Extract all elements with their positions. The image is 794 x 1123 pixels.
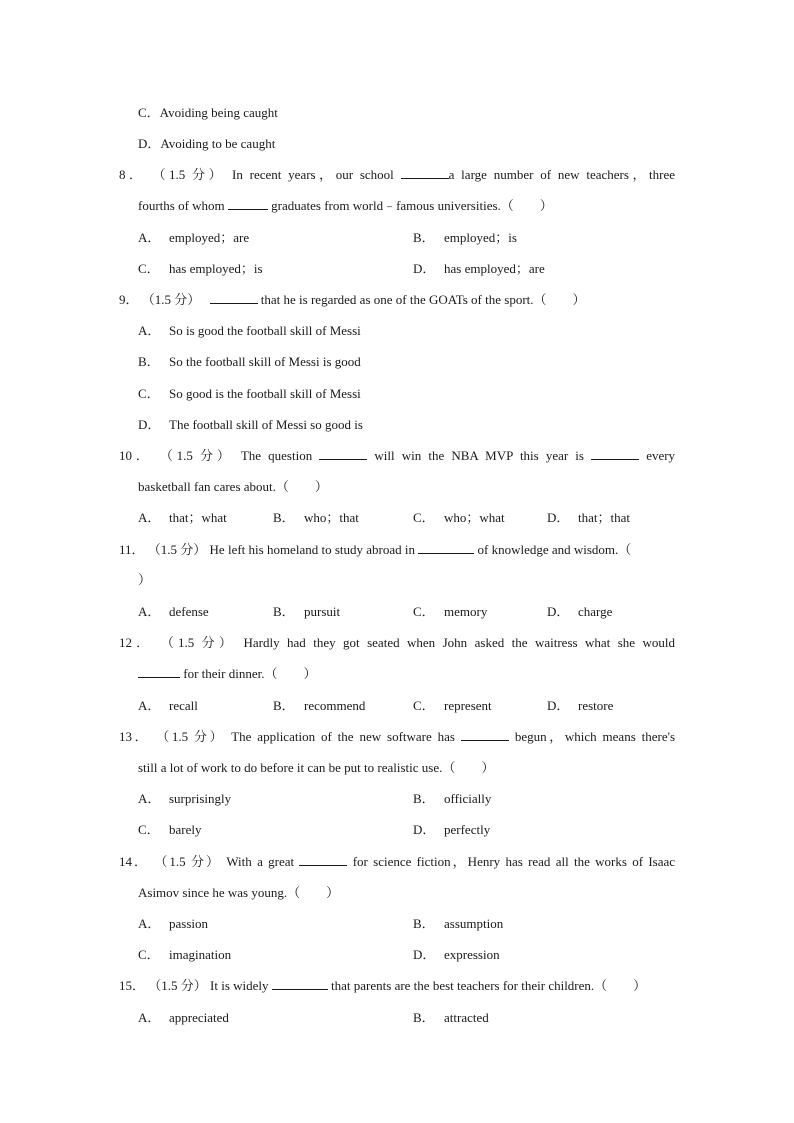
option-text: charge	[578, 604, 613, 619]
option-text: barely	[169, 822, 202, 837]
option-text: employed；are	[169, 230, 250, 245]
option-text: expression	[444, 947, 500, 962]
option-text: restore	[578, 698, 614, 713]
q13-score: （1.5 分）	[156, 729, 226, 744]
option-text: So good is the football skill of Messi	[169, 386, 361, 401]
option-text: who；what	[444, 510, 505, 525]
q13-stem-line2: still a lot of work to do before it can be put to realistic use.（ ）	[138, 760, 495, 775]
q15-score: （1.5 分）	[148, 978, 207, 993]
q11-option-a[interactable]	[138, 603, 209, 621]
option-text: pursuit	[304, 604, 341, 619]
q11-option-b[interactable]	[273, 603, 340, 621]
option-text: memory	[444, 604, 488, 619]
option-letter: B．	[413, 916, 435, 931]
q12-option-b[interactable]	[273, 697, 365, 715]
q9-number: 9．	[119, 292, 139, 307]
option-letter: D．	[138, 417, 161, 432]
q8-option-b[interactable]	[413, 229, 517, 247]
option-letter: C．	[138, 386, 160, 401]
q8-stem-line1	[119, 166, 675, 184]
q10-option-c[interactable]	[413, 509, 505, 527]
option-letter: B．	[273, 604, 295, 619]
q11-score: （1.5 分）	[147, 542, 207, 557]
q10-blank-1	[319, 447, 367, 460]
q13-text-a: The application of the new software has	[231, 729, 455, 744]
q8-text-c: fourths of whom	[138, 198, 225, 213]
q10-text-b: will win the NBA MVP this year is	[374, 448, 584, 463]
option-letter: A．	[138, 791, 161, 806]
q10-option-a[interactable]	[138, 509, 227, 527]
option-text: officially	[444, 791, 492, 806]
q9-option-d[interactable]	[138, 416, 363, 434]
q7-option-d: D．Avoiding to be caught	[138, 136, 276, 151]
option-letter: B．	[413, 791, 435, 806]
option-letter: C．	[138, 822, 160, 837]
option-text: who；that	[304, 510, 359, 525]
option-letter: B．	[273, 510, 295, 525]
q9-text: that he is regarded as one of the GOATs of the sport.（ ）	[260, 292, 586, 307]
q13-option-d[interactable]	[413, 821, 490, 839]
q10-text-a: The question	[240, 448, 313, 463]
q8-text-a: In recent years，our school	[231, 167, 394, 182]
q8-option-d[interactable]	[413, 260, 545, 278]
option-text: appreciated	[169, 1010, 229, 1025]
option-letter: D．	[547, 604, 570, 619]
q10-blank-2	[591, 447, 639, 460]
q14-number: 14．	[119, 854, 150, 869]
q8-score: （1.5 分）	[152, 167, 226, 182]
option-letter: C．	[138, 947, 160, 962]
option-letter: A．	[138, 510, 161, 525]
q10-option-b[interactable]	[273, 509, 359, 527]
option-text: that；that	[578, 510, 630, 525]
option-letter: D．	[547, 510, 570, 525]
q11-text-a: He left his homeland to study abroad in	[209, 542, 415, 557]
option-text: defense	[169, 604, 209, 619]
q10-option-d[interactable]	[547, 509, 630, 527]
q8-stem-line2	[138, 197, 553, 215]
q11-number: 11．	[119, 542, 145, 557]
option-text: has employed；are	[444, 261, 545, 276]
option-text: imagination	[169, 947, 232, 962]
option-letter: A．	[138, 230, 161, 245]
q15-number: 15．	[119, 978, 146, 993]
q12-blank	[138, 665, 180, 678]
q14-option-a[interactable]	[138, 915, 208, 933]
option-text: surprisingly	[169, 791, 232, 806]
q13-number: 13．	[119, 729, 151, 744]
option-letter: D．	[547, 698, 570, 713]
option-text: passion	[169, 916, 208, 931]
q9-option-b[interactable]	[138, 353, 361, 371]
q11-option-d[interactable]	[547, 603, 612, 621]
q8-text-b: a large number of new teachers，three	[448, 167, 676, 182]
q14-score: （1.5 分）	[154, 854, 222, 869]
q15-text-a: It is widely	[210, 978, 269, 993]
q10-stem-line2: basketball fan cares about.（ ）	[138, 479, 328, 494]
option-letter: D．	[413, 822, 436, 837]
q12-text-b: for their dinner.（ ）	[183, 666, 317, 681]
option-letter: D．	[413, 261, 436, 276]
q12-option-a[interactable]	[138, 697, 198, 715]
option-letter: A．	[138, 323, 161, 338]
q8-number: 8．	[119, 167, 146, 182]
option-text: recommend	[304, 698, 366, 713]
q11-stem-line1	[119, 541, 631, 559]
q12-option-d[interactable]	[547, 697, 613, 715]
option-letter: A．	[138, 916, 161, 931]
option-letter: B．	[413, 230, 435, 245]
q15-option-a[interactable]	[138, 1009, 229, 1027]
q8-option-a[interactable]	[138, 229, 249, 247]
q15-option-b[interactable]	[413, 1009, 489, 1027]
option-text: The football skill of Messi so good is	[169, 417, 363, 432]
option-letter: D．	[413, 947, 436, 962]
q13-blank	[461, 728, 509, 741]
q9-option-a[interactable]	[138, 322, 361, 340]
option-letter: C．	[413, 510, 435, 525]
q14-text-a: With a great	[226, 854, 295, 869]
option-letter: B．	[138, 354, 160, 369]
q13-option-b[interactable]	[413, 790, 491, 808]
option-text: that；what	[169, 510, 227, 525]
q15-blank	[272, 977, 328, 990]
q14-stem-line1	[119, 853, 675, 871]
q13-option-c[interactable]	[138, 821, 201, 839]
q14-option-b[interactable]	[413, 915, 503, 933]
option-text: recall	[169, 698, 198, 713]
q9-stem	[119, 291, 586, 309]
option-letter: A．	[138, 604, 161, 619]
q12-stem-line2	[138, 665, 316, 683]
q11-blank	[418, 541, 474, 554]
q9-score: （1.5 分）	[141, 292, 201, 307]
q9-option-c[interactable]	[138, 385, 361, 403]
q10-stem-line1	[119, 447, 675, 465]
q12-option-c[interactable]	[413, 697, 492, 715]
q8-text-d: graduates from world﹣famous universities.（ ）	[271, 198, 553, 213]
q14-stem-line2: Asimov since he was young.（ ）	[138, 885, 340, 900]
q11-stem-line2: ）	[138, 572, 152, 587]
q12-stem-line1	[119, 634, 675, 652]
option-letter: C．	[138, 261, 160, 276]
q8-option-c[interactable]	[138, 260, 263, 278]
option-text: perfectly	[444, 822, 491, 837]
q15-text-b: that parents are the best teachers for their children.（ ）	[331, 978, 647, 993]
option-text: So is good the football skill of Messi	[169, 323, 361, 338]
option-letter: A．	[138, 1010, 161, 1025]
option-letter: C．	[413, 698, 435, 713]
option-letter: B．	[413, 1010, 435, 1025]
q9-blank	[210, 291, 258, 304]
q8-blank-2	[228, 197, 268, 210]
q14-option-c[interactable]	[138, 946, 231, 964]
q14-option-d[interactable]	[413, 946, 500, 964]
option-text: employed；is	[444, 230, 517, 245]
q13-text-b: begun，which means there's	[514, 729, 676, 744]
q10-number: 10．	[119, 448, 153, 463]
option-text: attracted	[444, 1010, 489, 1025]
q11-option-c[interactable]	[413, 603, 487, 621]
option-text: assumption	[444, 916, 504, 931]
q13-stem-line1	[119, 728, 675, 746]
q12-text-a: Hardly had they got seated when John asked the waitress what she would	[243, 635, 675, 650]
q7-option-c: C．Avoiding being caught	[138, 105, 278, 120]
option-text: So the football skill of Messi is good	[169, 354, 361, 369]
option-text: represent	[444, 698, 492, 713]
option-letter: A．	[138, 698, 161, 713]
q10-text-c: every	[646, 448, 676, 463]
q11-text-b: of knowledge and wisdom.（	[477, 542, 632, 557]
q14-blank	[299, 853, 347, 866]
q12-number: 12．	[119, 635, 154, 650]
option-letter: B．	[273, 698, 295, 713]
q13-option-a[interactable]	[138, 790, 231, 808]
q10-score: （1.5 分）	[159, 448, 234, 463]
q14-text-b: for science fiction，Henry has read all the works of Isaac	[352, 854, 676, 869]
q15-stem	[119, 977, 646, 995]
option-letter: C．	[413, 604, 435, 619]
option-text: has employed；is	[169, 261, 263, 276]
q8-blank-1	[401, 166, 449, 179]
q12-score: （1.5 分）	[160, 635, 237, 650]
